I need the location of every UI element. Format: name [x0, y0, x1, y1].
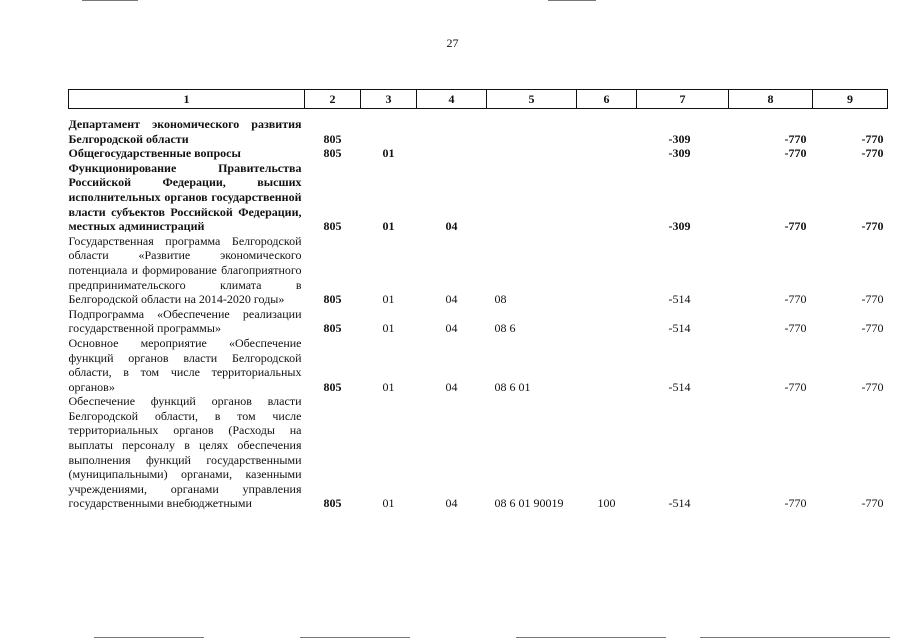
row-col5	[487, 146, 577, 161]
row-col9: -770	[861, 146, 884, 161]
row-col3: 01	[382, 292, 395, 307]
row-col4	[417, 146, 487, 161]
row-col5	[487, 117, 577, 146]
row-col6	[577, 234, 637, 307]
scan-edge-top-right	[548, 0, 596, 1]
header-col-4: 4	[417, 90, 487, 109]
row-name: Основное мероприятие «Обеспечение функций органов власти Белгородской области, в том числе территориальных органов»	[68, 335, 302, 394]
row-col2: 805	[323, 219, 342, 234]
row-col6	[577, 146, 637, 161]
row-col2: 805	[323, 292, 342, 307]
row-col6: 100	[597, 496, 616, 511]
table-row	[69, 146, 888, 161]
row-col3	[361, 117, 417, 146]
row-col3: 01	[382, 146, 395, 161]
row-col2: 805	[323, 379, 342, 394]
header-col-8: 8	[729, 90, 813, 109]
row-col8: -770	[784, 379, 807, 394]
row-col7: -514	[668, 379, 691, 394]
row-col8: -770	[784, 219, 807, 234]
scan-edge-bottom-left	[94, 637, 204, 638]
row-col6	[577, 307, 637, 336]
row-col9: -770	[861, 379, 884, 394]
table-row	[69, 336, 888, 394]
row-col4: 04	[445, 321, 458, 336]
row-col4: 04	[445, 496, 458, 511]
row-col9: -770	[861, 219, 884, 234]
row-col9: -770	[861, 496, 884, 511]
header-col-9: 9	[813, 90, 888, 109]
row-col3: 01	[382, 496, 395, 511]
row-col5: 08 6 01 90019	[494, 496, 564, 511]
row-col3: 01	[382, 379, 395, 394]
budget-table	[68, 89, 888, 511]
table-row	[69, 117, 888, 146]
table-row	[69, 394, 888, 511]
scan-edge-top-left	[82, 0, 138, 1]
row-col6	[577, 336, 637, 394]
row-col3: 01	[382, 321, 395, 336]
row-col2: 805	[323, 321, 342, 336]
row-col6	[577, 161, 637, 234]
row-name: Обеспечение функций органов власти Белгородской области, в том числе территориальных органов (Расходы на выплаты персоналу в целях обеспечения выполнения функций государственными (муниципальными) органами, казенными учреждениями, органами управления государственными внебюджетными	[68, 394, 302, 511]
row-name: Функционирование Правительства Российской Федерации, высших исполнительных органов государственной власти субъектов Российской Федерации, местных администраций	[68, 160, 302, 234]
row-col8: -770	[784, 321, 807, 336]
row-col2: 805	[323, 146, 342, 161]
row-col7: -514	[668, 321, 691, 336]
row-col4: 04	[445, 292, 458, 307]
row-col8: -770	[784, 146, 807, 161]
header-col-2: 2	[305, 90, 361, 109]
row-col4	[417, 117, 487, 146]
row-col3: 01	[382, 219, 395, 234]
row-col4: 04	[445, 219, 458, 234]
row-col5: 08	[494, 292, 507, 307]
row-col8: -770	[784, 292, 807, 307]
row-name: Государственная программа Белгородской области «Развитие экономического потенциала и формирование благоприятного предпринимательского климата в Белгородской области на 2014-2020 годы»	[68, 233, 302, 307]
row-col6	[577, 117, 637, 146]
row-col5: 08 6	[494, 321, 516, 336]
row-name: Подпрограмма «Обеспечение реализации государственной программы»	[68, 306, 302, 336]
row-col4: 04	[445, 379, 458, 394]
header-col-1: 1	[69, 90, 305, 109]
header-col-7: 7	[637, 90, 729, 109]
row-col5: 08 6 01	[494, 379, 531, 394]
row-name: Департамент экономического развития Белгородской области	[68, 117, 302, 146]
row-col9: -770	[861, 321, 884, 336]
scan-edge-bottom-far	[700, 637, 890, 638]
table-spacer	[69, 109, 888, 118]
row-col2: 805	[323, 496, 342, 511]
header-col-3: 3	[361, 90, 417, 109]
header-col-5: 5	[487, 90, 577, 109]
scan-edge-bottom-right	[516, 637, 666, 638]
row-col9: -770	[861, 131, 884, 146]
row-col7: -309	[668, 219, 691, 234]
row-col7: -309	[668, 146, 691, 161]
scan-edge-bottom-mid	[300, 637, 410, 638]
table-row	[69, 161, 888, 234]
row-col7: -309	[668, 131, 691, 146]
page-number: 27	[446, 36, 459, 50]
row-col7: -514	[668, 496, 691, 511]
table-row	[69, 234, 888, 307]
row-col2: 805	[323, 131, 342, 146]
row-col8: -770	[784, 496, 807, 511]
table-header-row	[69, 90, 888, 109]
row-col8: -770	[784, 131, 807, 146]
row-col9: -770	[861, 292, 884, 307]
header-col-6: 6	[577, 90, 637, 109]
row-name: Общегосударственные вопросы	[68, 146, 241, 161]
row-col5	[487, 161, 577, 234]
row-col7: -514	[668, 292, 691, 307]
table-row	[69, 307, 888, 336]
